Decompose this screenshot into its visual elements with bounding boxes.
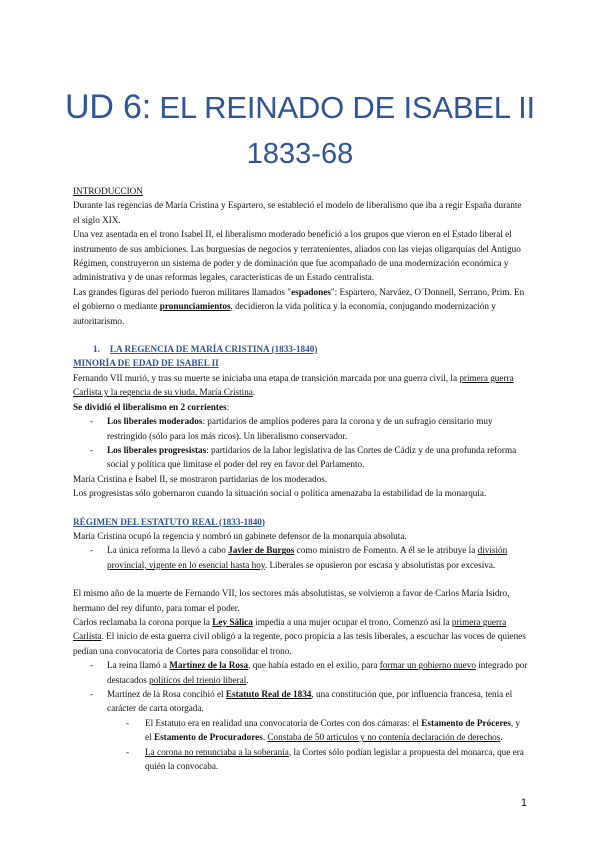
- text-run: .: [500, 732, 503, 743]
- text-run: Las grandes figuras del periodo fueron militares llamados ": [73, 286, 292, 297]
- underlined-text: Constaba de 50 artículos y no contenía declaración de derechos: [267, 732, 501, 743]
- intro-paragraph-2: Una vez asentada en el trono Isabel II, el liberalismo moderado benefició a los grupos que vieron en el Estado liberal el instrumento de sus ambiciones. Las burguesías de negocios y terratenientes, aliados con las viejas oligarquías del Antiguo Régimen, construyeron un sistema de poder y de dominación que fue acompañado de una modernización económica y administrativa y de unas reformas legales, características de un Estado centralista.: [73, 229, 521, 283]
- page-number: 1: [520, 797, 527, 809]
- text-run: : partidarios de amplios poderes para la corona y de un sufragio censitario muy restringido (sólo para los más ricos). Un liberalismo conservador.: [107, 416, 493, 441]
- bold-term: Martínez de la Rosa: [169, 660, 249, 671]
- text-run: , decidieron la vida política y la economía, conjugando modernización y autoritarismo.: [73, 301, 496, 326]
- document-body: [73, 184, 529, 773]
- text-run: .: [252, 387, 256, 398]
- text-run: Carlos reclamaba la corona porque la: [73, 616, 213, 627]
- section-2-heading: RÉGIMEN DEL ESTATUTO REAL (1833-1840): [73, 516, 265, 527]
- text-run: . Liberales se opusieron por escasa y absolutistas por excesiva.: [264, 559, 496, 570]
- text-run: como ministro de Fomento. A él se le atribuye la: [294, 545, 478, 556]
- section-2-paragraph-3: [73, 615, 529, 658]
- bold-term: Estamento de Procuradores: [153, 732, 263, 743]
- page-title: [0, 88, 600, 127]
- intro-paragraph-1: Durante las regencias de María Cristina y Espartero, se estableció el modelo de liberalismo que iba a regir España durante el siglo XIX.: [73, 200, 522, 225]
- bold-term: pronunciamientos: [159, 301, 231, 312]
- underlined-text: división provincial, vigente en lo esencial hasta hoy: [107, 545, 508, 570]
- estatuto-sublist: [73, 716, 529, 774]
- list-item: [73, 414, 529, 443]
- section-2-paragraph-1: María Cristina ocupó la regencia y nombró un gabinete defensor de la monarquía absoluta.: [73, 530, 407, 541]
- text-run: La única reforma la llevó a cabo: [107, 545, 229, 556]
- text-run: , la Cortes sólo podían legislar a propuesta del monarca, que era quién la convocaba.: [145, 746, 524, 772]
- section-1-paragraph-2: [73, 400, 529, 414]
- section-1-paragraph-1: [73, 371, 529, 400]
- text-run: La reina llamó a: [107, 660, 170, 671]
- text-run: .: [262, 732, 268, 743]
- underlined-text: políticos del trienio liberal: [149, 674, 247, 685]
- list-item: [73, 687, 529, 716]
- text-run: , una constitución que, por influencia francesa, tenía el carácter de carta otorgada.: [107, 689, 513, 714]
- bold-term: Se dividió el liberalismo en 2 corrientes: [73, 401, 227, 412]
- bold-term: Ley Sálica: [212, 616, 253, 627]
- text-run: , y el: [145, 717, 521, 743]
- intro-paragraph-3: [73, 285, 529, 328]
- text-run: , que había estado en el exilio, para: [248, 660, 380, 671]
- bold-term: Estatuto Real de 1834: [225, 689, 312, 699]
- underlined-text: primera guerra Carlista: [73, 616, 507, 642]
- text-run: Fernando VII murió, y tras su muerte se iniciaba una etapa de transición marcada por una guerra civil, la: [73, 372, 460, 383]
- list-item: [73, 443, 529, 472]
- text-run: impedía a una mujer ocupar el trono. Comenzó así la: [252, 616, 452, 627]
- bold-term: Estamento de Próceres: [421, 717, 511, 728]
- bold-term: Javier de Burgos: [228, 545, 295, 556]
- liberal-currents-list: [73, 414, 529, 472]
- section-1-heading: [73, 342, 529, 356]
- bold-term: espadones: [291, 286, 331, 297]
- section-1-paragraph-3: María Cristina e Isabel II, se mostraron partidarias de los moderados.: [73, 473, 328, 484]
- text-run: El Estatuto era en realidad una convocatoria de Cortes con dos cámaras: el: [145, 717, 422, 728]
- text-run: : partidarios de la labor legislativa de las Cortes de Cádiz y de una profunda reforma social y política que limitase el poder del rey en favor del Parlamento.: [107, 444, 517, 470]
- intro-heading: INTRODUCCION: [73, 186, 143, 196]
- section-2-paragraph-2: El mismo año de la muerte de Fernando VII, los sectores más absolutistas, se volvieron a favor de Carlos María Isidro, hermano del rey difunto, para tomar el poder.: [73, 588, 510, 613]
- text-run: ": Espartero, Narváez, O´Donnell, Serrano, Prim. En el gobierno o mediante: [73, 286, 525, 312]
- section-1-subheading: MINORÍA DE EDAD DE ISABEL II: [73, 358, 219, 369]
- page-subtitle-years: 1833-68: [246, 138, 354, 170]
- section-1-paragraph-4: Los progresistas sólo gobernaron cuando la situación social o política amenazaba la estabilidad de la monarquía.: [73, 488, 487, 499]
- reform-list: [73, 543, 529, 572]
- section-title: LA REGENCIA DE MARÍA CRISTINA (1833-1840): [109, 344, 318, 355]
- list-item: [73, 658, 529, 687]
- bold-term: Los liberales progresistas: [107, 444, 207, 455]
- title-unit: UD 6:: [65, 88, 151, 126]
- underlined-text: La corona no renunciaba a la soberanía: [145, 746, 289, 757]
- text-run: .: [246, 674, 249, 685]
- text-run: . El inicio de esta guerra civil obligó a la regente, poco propicia a las tesis liberales, a escuchar las voces de quienes pedían una convocatoria de Cortes para consolidar el trono.: [73, 631, 526, 656]
- underlined-text: primera guerra Carlista y la regencia de su viuda, María Cristina: [73, 372, 514, 398]
- martinez-list: [73, 658, 529, 716]
- list-item: [73, 716, 529, 745]
- text-run: Martínez de la Rosa concibió el: [107, 689, 226, 699]
- text-run: :: [226, 401, 230, 412]
- section-number: 1.: [93, 344, 100, 355]
- bold-term: Los liberales moderados: [107, 416, 203, 427]
- underlined-text: formar un gobierno nuevo: [379, 660, 476, 671]
- text-run: integrado por destacados: [107, 660, 528, 685]
- list-item: [73, 543, 529, 572]
- title-text: EL REINADO DE ISABEL II: [150, 90, 535, 125]
- list-item: [73, 745, 529, 774]
